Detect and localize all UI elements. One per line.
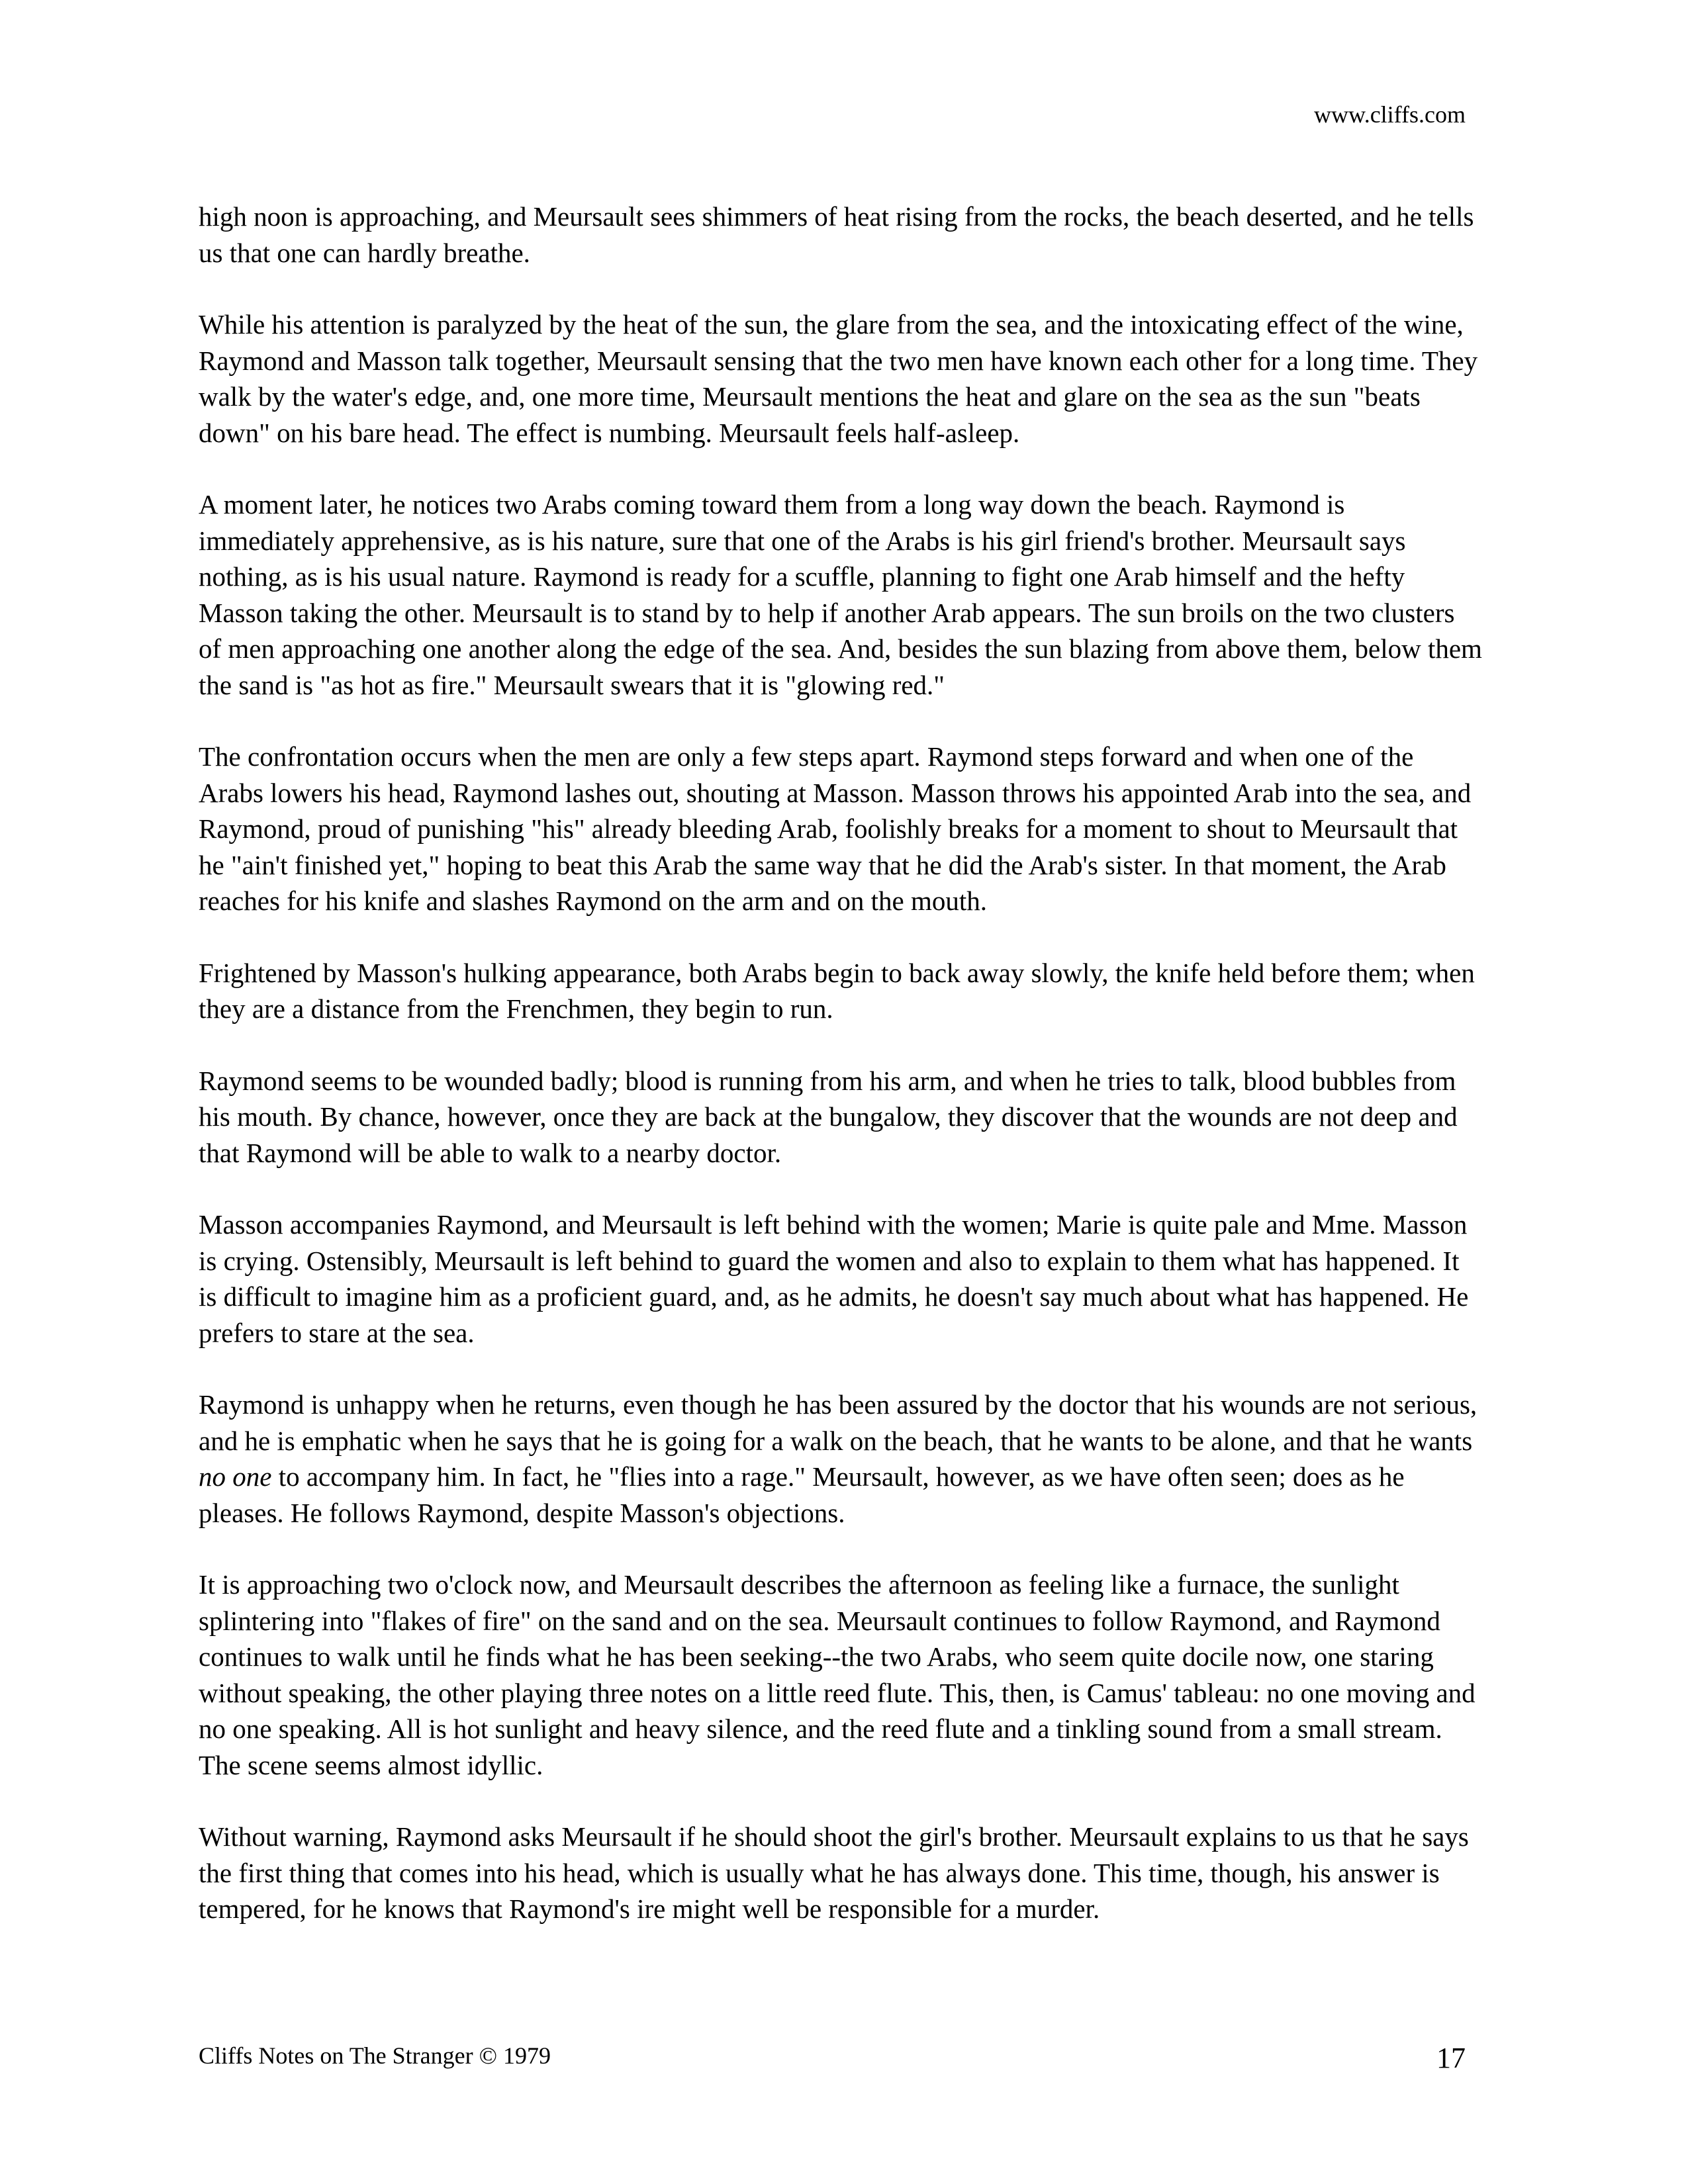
page-number: 17: [1436, 2042, 1466, 2074]
footer-title: Cliffs Notes on The Stranger © 1979: [199, 2042, 551, 2069]
body-text: [199, 199, 1483, 1927]
paragraph: While his attention is paralyzed by the heat of the sun, the glare from the sea, and the intoxicating effect of the wine, Raymond and Masson talk together, Meursault sensing that the two men have known each other for a long time. They walk by the water's edge, and, one more time, Meursault mentions the heat and glare on the sea as the sun "beats down" on his bare head. The effect is numbing. Meursault feels half-asleep.: [199, 309, 1478, 448]
paragraph: [199, 1387, 1483, 1531]
paragraph: Raymond seems to be wounded badly; blood is running from his arm, and when he tries to talk, blood bubbles from his mouth. By chance, however, once they are back at the bungalow, they discover that the wounds are not deep and that Raymond will be able to walk to a nearby doctor.: [199, 1065, 1458, 1168]
paragraph-text: Raymond is unhappy when he returns, even though he has been assured by the doctor that his wounds are not serious, and he is emphatic when he says that he is going for a walk on the beach, that he wants to be alone, and that he wants: [199, 1389, 1477, 1456]
paragraph: A moment later, he notices two Arabs coming toward them from a long way down the beach. Raymond is immediately apprehensive, as is his nature, sure that one of the Arabs is his girl friend's brother. Meursault says nothing, as is his usual nature. Raymond is ready for a scuffle, planning to fight one Arab himself and the hefty Masson taking the other. Meursault is to stand by to help if another Arab appears. The sun broils on the two clusters of men approaching one another along the edge of the sea. And, besides the sun blazing from above them, below them the sand is "as hot as fire." Meursault swears that it is "glowing red.": [199, 489, 1482, 700]
paragraph: Frightened by Masson's hulking appearance, both Arabs begin to back away slowly, the knife held before them; when they are a distance from the Frenchmen, they begin to run.: [199, 957, 1475, 1024]
paragraph-text: to accompany him. In fact, he "flies into a rage." Meursault, however, as we have often seen; does as he pleases. He follows Raymond, despite Masson's objections.: [199, 1461, 1405, 1528]
emphasis-text: no one: [199, 1461, 272, 1492]
paragraph: Masson accompanies Raymond, and Meursault is left behind with the women; Marie is quite pale and Mme. Masson is crying. Ostensibly, Meursault is left behind to guard the women and also to explain to them what has happened. It is difficult to imagine him as a proficient guard, and, as he admits, he doesn't say much about what has happened. He prefers to stare at the sea.: [199, 1209, 1469, 1348]
paragraph: The confrontation occurs when the men are only a few steps apart. Raymond steps forward and when one of the Arabs lowers his head, Raymond lashes out, shouting at Masson. Masson throws his appointed Arab into the sea, and Raymond, proud of punishing "his" already bleeding Arab, foolishly breaks for a moment to shout to Meursault that he "ain't finished yet," hoping to beat this Arab the same way that he did the Arab's sister. In that moment, the Arab reaches for his knife and slashes Raymond on the arm and on the mouth.: [199, 741, 1472, 916]
header-url: www.cliffs.com: [1314, 101, 1466, 128]
paragraph: Without warning, Raymond asks Meursault if he should shoot the girl's brother. Meursault explains to us that he says the first thing that comes into his head, which is usually what he has always done. This time, though, his answer is tempered, for he knows that Raymond's ire might well be responsible for a murder.: [199, 1821, 1469, 1924]
paragraph: It is approaching two o'clock now, and Meursault describes the afternoon as feeling like a furnace, the sunlight splintering into "flakes of fire" on the sand and on the sea. Meursault continues to follow Raymond, and Raymond continues to walk until he finds what he has been seeking--the two Arabs, who seem quite docile now, one staring without speaking, the other playing three notes on a little reed flute. This, then, is Camus' tableau: no one moving and no one speaking. All is hot sunlight and heavy silence, and the reed flute and a tinkling sound from a small stream. The scene seems almost idyllic.: [199, 1569, 1476, 1780]
paragraph: high noon is approaching, and Meursault sees shimmers of heat rising from the rocks, the beach deserted, and he tells us that one can hardly breathe.: [199, 201, 1474, 268]
